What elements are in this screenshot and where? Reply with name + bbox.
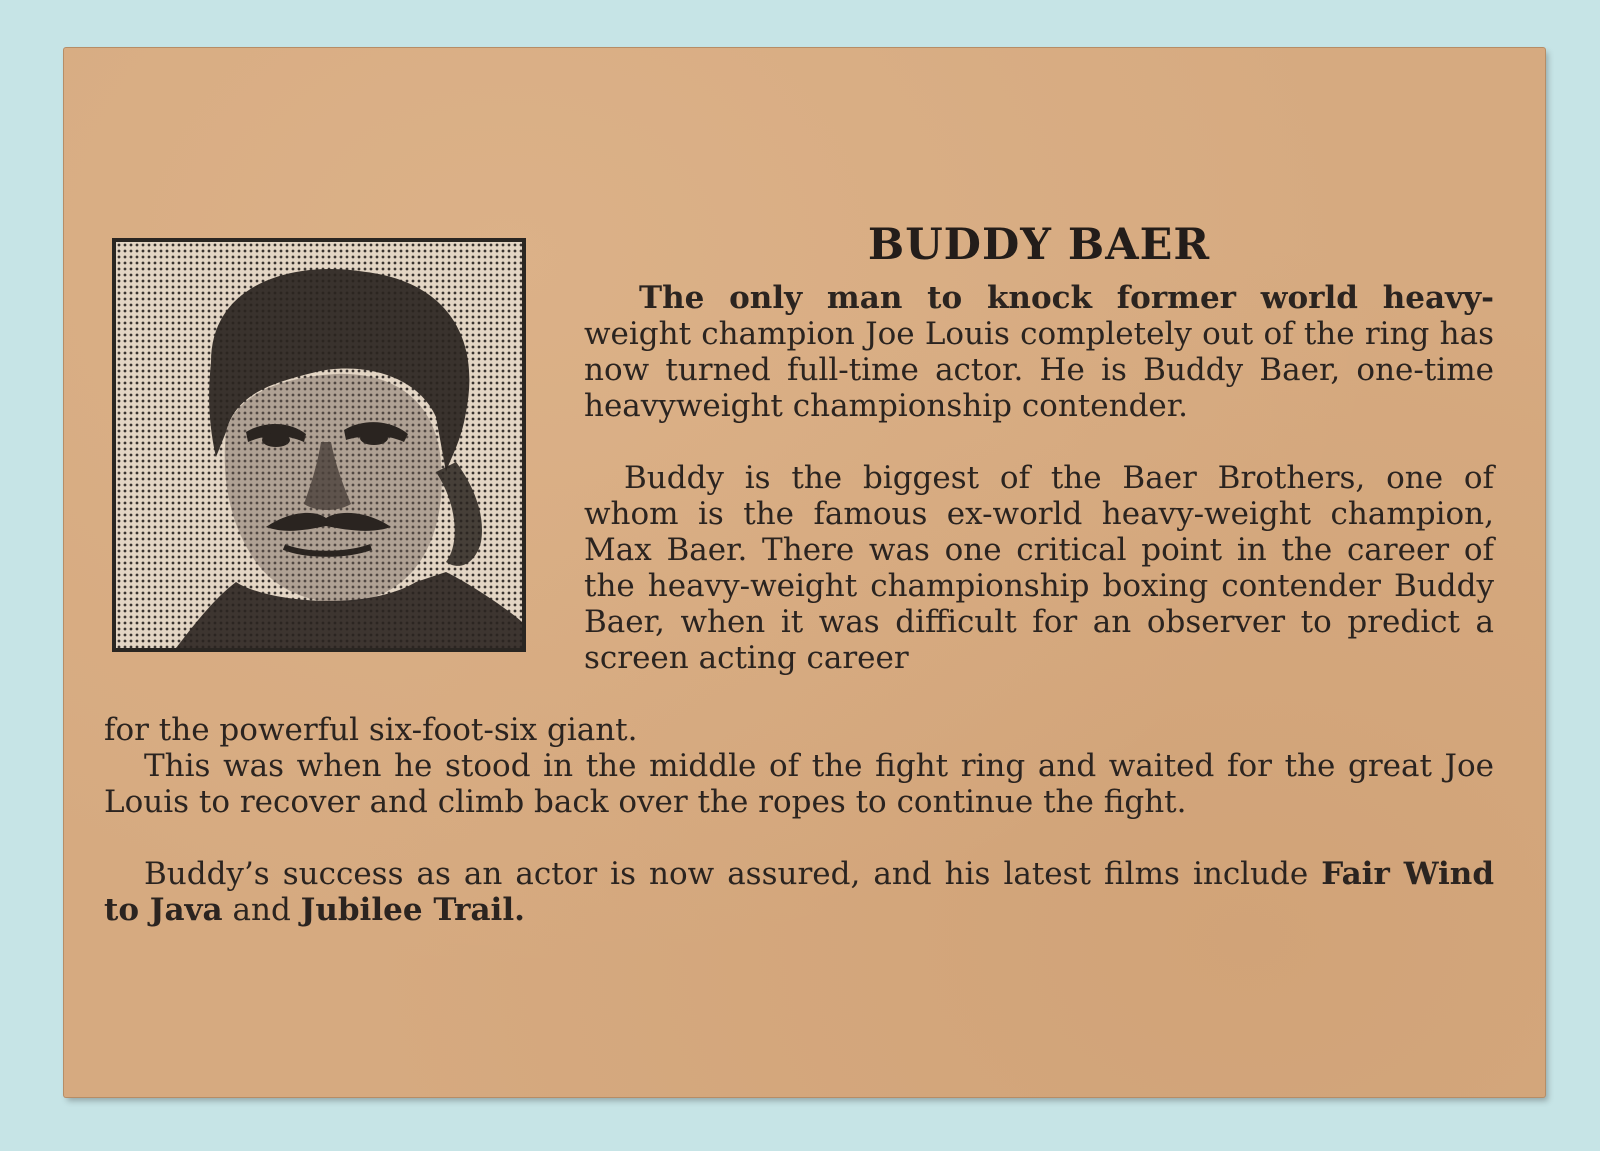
- films-and: and: [222, 892, 301, 928]
- portrait-photo: [112, 238, 526, 652]
- film-title-1: Fair Wind to Java: [104, 856, 1495, 928]
- portrait-illustration: [116, 242, 522, 648]
- card-title: BUDDY BAER: [867, 220, 1211, 270]
- films-text: Buddy’s success as an actor is now assured, and his latest films include: [144, 856, 1322, 892]
- paragraph-films: [104, 856, 1494, 928]
- paragraph-intro: [584, 280, 1494, 424]
- paragraph-brothers-tail: for the powerful six-foot-six giant.: [104, 712, 638, 748]
- intro-lead: The only man to knock former world heavy-: [639, 280, 1494, 316]
- paragraph-brothers: Buddy is the biggest of the Baer Brothers, one of whom is the famous ex-world heavy-weight champion, Max Baer. There was one critical point in the career of the heavy-weight championship boxing contender Buddy Baer, when it was difficult for an observer to predict a screen acting career: [584, 460, 1494, 676]
- film-title-2: Jubilee Trail.: [300, 892, 525, 928]
- trading-card: [64, 48, 1545, 1097]
- paragraph-fight: This was when he stood in the middle of the fight ring and waited for the great Joe Louis to recover and climb back over the ropes to continue the fight.: [104, 748, 1494, 820]
- intro-rest: weight champion Joe Louis completely out of the ring has now turned full-time actor. He is Buddy Baer, one-time heavyweight championship contender.: [584, 316, 1494, 424]
